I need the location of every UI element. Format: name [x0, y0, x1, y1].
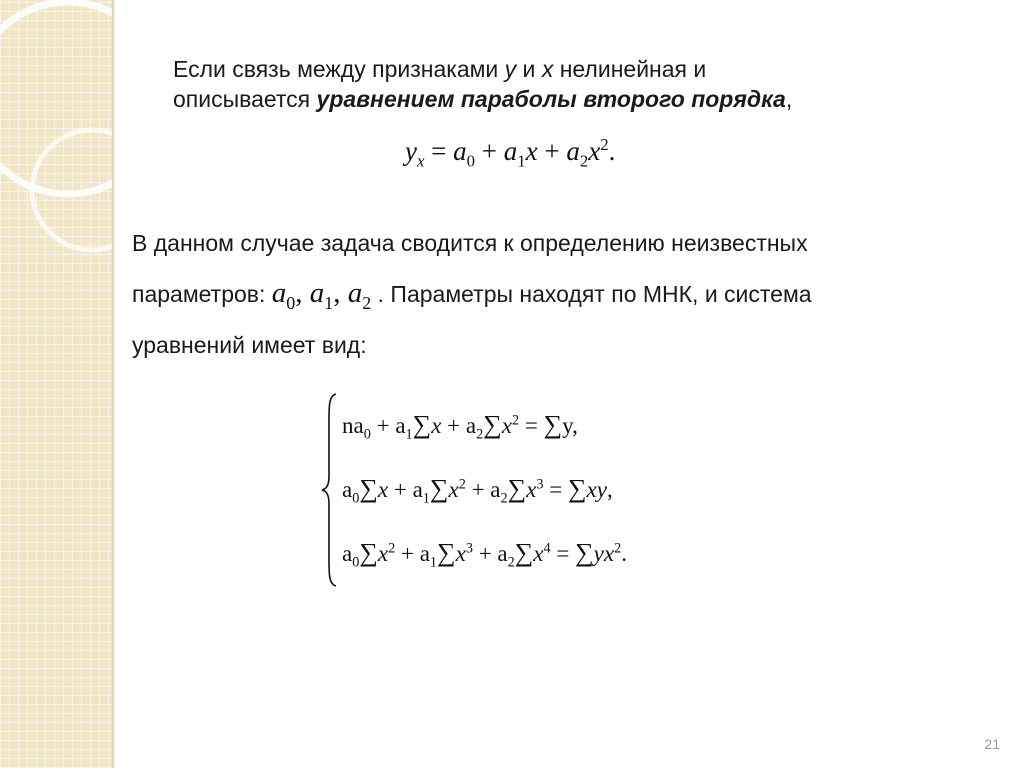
term: na — [342, 413, 364, 438]
subscript: 2 — [500, 490, 508, 507]
intro-text: нелинейная и — [553, 56, 707, 82]
eq-a2-sub: 2 — [579, 151, 589, 171]
power: 4 — [543, 540, 551, 557]
dot: . — [621, 541, 627, 566]
subscript: 0 — [352, 554, 360, 571]
eq-a0-sub: 0 — [466, 151, 476, 171]
power: 2 — [458, 476, 466, 493]
term: + a — [395, 541, 430, 566]
var-x: x — [455, 541, 466, 566]
eq-x: x — [525, 136, 538, 166]
param-a2: a — [347, 277, 363, 309]
eq-dot: . — [608, 136, 616, 166]
subscript: 0 — [363, 426, 371, 443]
rhs: y, — [562, 413, 578, 438]
system-equation-1 — [342, 410, 578, 443]
decorative-side-panel — [0, 0, 114, 768]
param-a1-sub: 1 — [324, 292, 334, 313]
variable-x: x — [541, 56, 554, 82]
comma: , — [606, 477, 613, 502]
power: 3 — [465, 540, 473, 557]
intro-text: и — [516, 56, 542, 82]
param-comma: , — [295, 277, 310, 309]
paragraph-text: . Параметры находят по МНК, и система — [377, 281, 812, 307]
var-x: x — [526, 477, 537, 502]
decorative-rings — [0, 0, 112, 768]
sum-sign: ∑ — [514, 538, 534, 567]
eq-x2: x — [588, 136, 601, 166]
paragraph-line-1: В данном случае задача сводится к определению неизвестных — [132, 230, 808, 256]
subscript: 2 — [476, 426, 484, 443]
var-x: x — [533, 541, 544, 566]
eq-y: y — [405, 136, 417, 166]
param-a0: a — [271, 277, 287, 309]
subscript: 1 — [405, 426, 413, 443]
intro-text: , — [785, 86, 793, 112]
system-equation-2 — [342, 474, 613, 507]
sum-sign: ∑ — [412, 410, 432, 439]
sum-sign: ∑ — [543, 410, 563, 439]
term: + a — [472, 541, 508, 566]
term: + a — [388, 477, 423, 502]
var-x: x — [431, 413, 442, 438]
paragraph-line-3: уравнений имеет вид: — [132, 332, 367, 358]
var-x: x — [448, 477, 459, 502]
var-x: x — [377, 541, 389, 566]
param-a0-sub: 0 — [286, 292, 296, 313]
emphasized-term: уравнением параболы второго порядка — [316, 86, 786, 112]
term: a — [342, 541, 353, 566]
sum-sign: ∑ — [359, 474, 378, 503]
power: 2 — [512, 412, 520, 429]
eq-a1: a — [503, 136, 518, 166]
system-brace — [320, 392, 340, 588]
rhs: xy — [586, 477, 607, 502]
eq-y-sub: x — [416, 151, 425, 171]
sum-sign: ∑ — [568, 474, 587, 503]
param-a1: a — [309, 277, 325, 309]
sum-sign: ∑ — [429, 474, 449, 503]
equals: = — [543, 477, 568, 502]
intro-text: описывается — [173, 86, 317, 112]
term: + a — [370, 413, 406, 438]
var-x: x — [501, 413, 512, 438]
power: 2 — [614, 540, 622, 557]
eq-sign: = — [424, 136, 454, 166]
subscript: 2 — [507, 554, 515, 571]
sum-sign: ∑ — [575, 538, 594, 567]
eq-a2: a — [566, 136, 580, 166]
subscript: 1 — [429, 554, 438, 571]
parabola-equation — [405, 135, 616, 171]
sum-sign: ∑ — [359, 538, 378, 567]
intro-text: Если связь между признаками — [173, 56, 505, 82]
param-comma: , — [333, 277, 348, 309]
page-number: 21 — [984, 736, 1000, 752]
equals: = — [519, 413, 544, 438]
paragraph-line-2 — [132, 277, 812, 313]
term: a — [342, 477, 353, 502]
subscript: 1 — [422, 490, 430, 507]
system-equation-3 — [342, 538, 627, 571]
paragraph-text: параметров: — [132, 281, 272, 307]
power: 2 — [388, 540, 396, 557]
term: + a — [465, 477, 501, 502]
term: + a — [441, 413, 477, 438]
eq-plus: + — [537, 136, 567, 166]
equals: = — [550, 541, 576, 566]
rhs: yx — [593, 541, 615, 566]
eq-power: 2 — [600, 135, 609, 154]
intro-line-1 — [173, 54, 706, 84]
eq-plus: + — [475, 136, 504, 166]
param-a2-sub: 2 — [362, 292, 372, 313]
eq-a1-sub: 1 — [517, 151, 526, 171]
eq-a0: a — [453, 136, 467, 166]
power: 3 — [536, 476, 544, 493]
variable-y: y — [504, 56, 517, 82]
sum-sign: ∑ — [483, 410, 502, 439]
subscript: 0 — [352, 490, 360, 507]
var-x: x — [377, 477, 389, 502]
intro-line-2 — [173, 84, 792, 114]
params-list — [271, 277, 372, 313]
sum-sign: ∑ — [437, 538, 456, 567]
sum-sign: ∑ — [507, 474, 527, 503]
